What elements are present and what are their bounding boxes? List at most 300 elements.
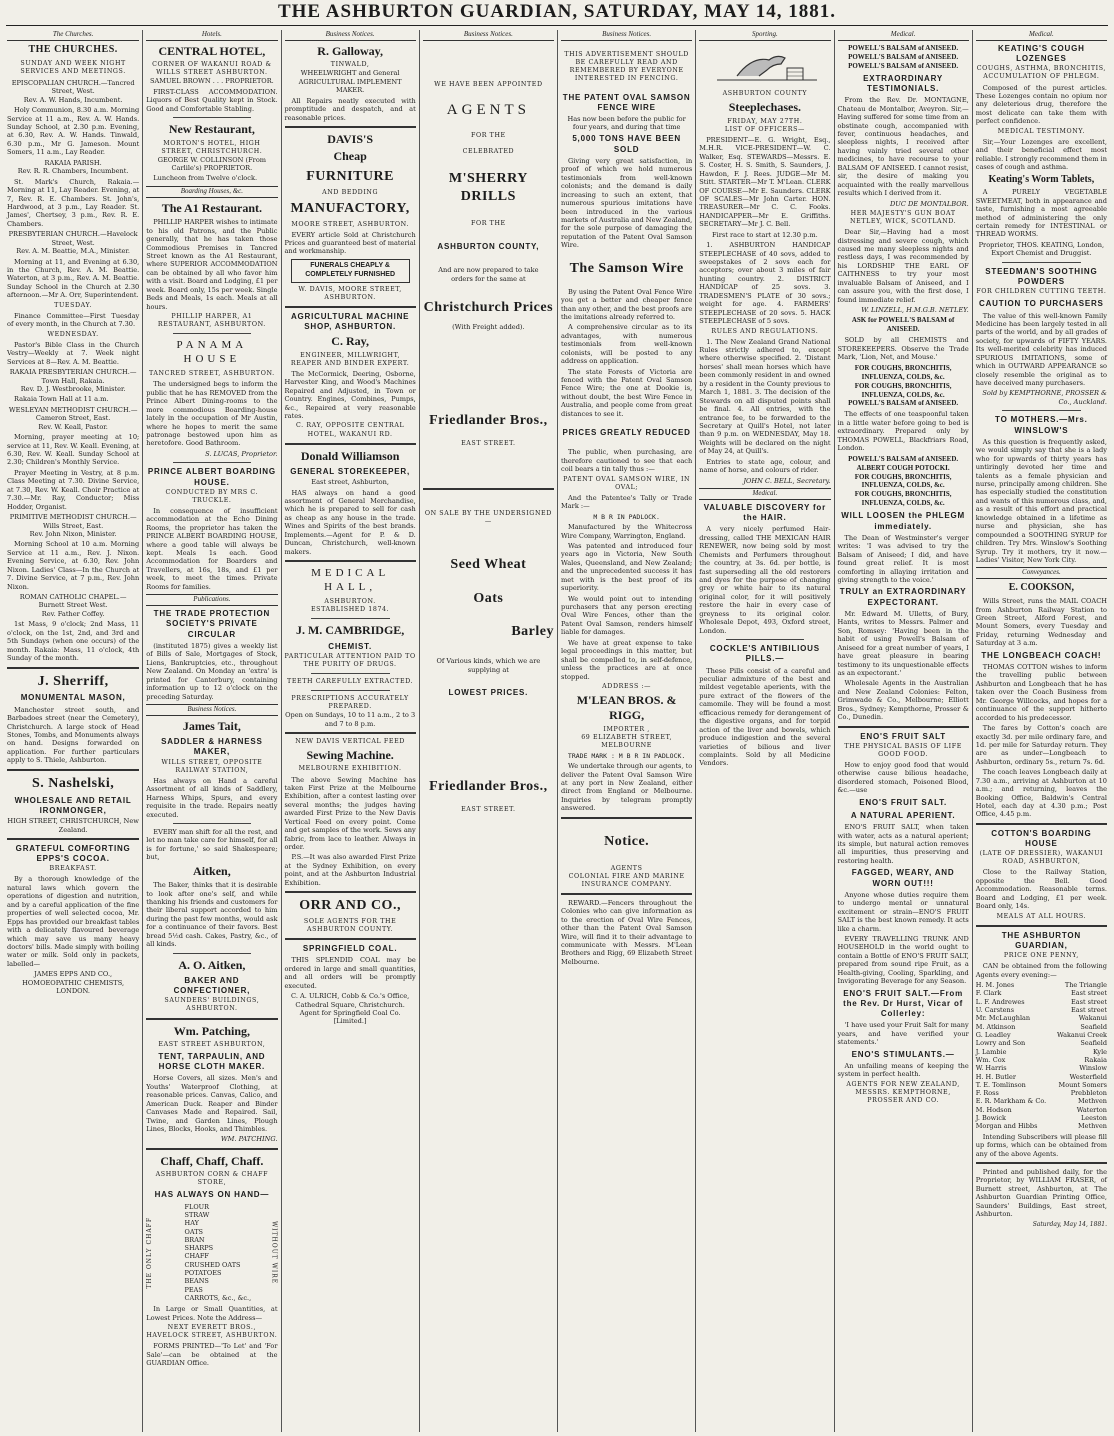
advert-text: In Large or Small Quantities, at Lowest Prices. Note the Address—: [146, 1305, 278, 1322]
advert-subheading: LIST OF OFFICERS—: [724, 125, 805, 133]
advert-text: By a thorough knowledge of the natural laws which govern the operations of digestion and nutrition, and by a careful application of the fine properties of well selected cocoa, Mr. Epps has provided our breakfast tables with a delicately flavoured beverage which may save us many heavy doctors' bills. Made simply with boiling water or milk. Sold only in packets, labelled—: [7, 875, 140, 968]
divider: [146, 1148, 277, 1150]
product-item: BEANS: [184, 1277, 209, 1286]
advert-text: The above Sewing Machine has taken First Prize at the Melbourne Exhibition, after a contest lasting over several months; the judges having awarded First Prize to the New Davis Vertical Feed on every point. Come and get samples of the work. Sews any fabric, from lace to leather. Always in order.: [284, 775, 416, 851]
divider: [423, 488, 554, 490]
advert-text: The value of this well-known Family Medicine has been largely tested in all parts of the world, and by all grades of society, for upwards of FIFTY YEARS. Its well-merited celebrity has induced SPURIOUS IMITATIONS, some of which in OUTWARD APPEARANCE so closely resemble the original as to have deceived many purchasers.: [975, 311, 1107, 388]
agent-row: [976, 1114, 1107, 1122]
product-item: CHAFF: [184, 1252, 209, 1261]
advert-subheading: THE PHYSICAL BASIS OF LIFE GOOD FOOD.: [844, 742, 962, 758]
advert-name: FOR COUGHS, BRONCHITIS, INFLUENZA, COLDS, &c.: [854, 381, 952, 399]
divider: [285, 938, 416, 940]
advert-text: PATENT OVAL SAMSON WIRE, IN OVAL;: [563, 475, 691, 491]
agent-location: Rakaia: [1084, 1055, 1107, 1064]
church-name: RAKAIA PARISH.: [44, 158, 102, 167]
advert-text: Anyone whose duties require them to undergo mental or unnatural excitement or strain—ENO'S FRUIT SALT is the best known remedy. It acts like a charm.: [837, 890, 969, 933]
column-churches: [4, 30, 142, 1432]
advert-name: TO MOTHERS.—Mrs. WINSLOW'S: [995, 415, 1088, 435]
advert-subheading: MELBOURNE EXHIBITION.: [298, 765, 402, 773]
agent-location: Methven: [1077, 1097, 1107, 1106]
agent-name: Wm. Cox: [975, 1055, 1006, 1064]
advert-text: EVERY TRAVELLING TRUNK AND HOUSEHOLD in the world ought to contain a Bottle of ENO'S FRUIT SALT, prepared from sound ripe Fruit, as a Health-giving, Cooling, Sparkling, and Invigorating Beverage for any Season.: [837, 934, 969, 986]
agent-name: H. M. Jones: [975, 981, 1015, 990]
subheading: SUNDAY AND WEEK NIGHT SERVICES AND MEETINGS.: [20, 59, 126, 75]
agent-name: J. Lambie: [975, 1047, 1007, 1056]
product-item: FLOUR: [184, 1202, 210, 1211]
advert-signature: WM. PATCHING.: [220, 1135, 278, 1144]
advert-name: C. Ray,: [331, 334, 369, 349]
advert-text: Mr. Edward M. Ulletts, of Bury, Hants, writes to Messrs. Palmer and Son, Romsey: 'Having been in the habit of using Powell's Balsam of Aniseed for a great number of years, I have great pleasure in bearing testimony to its unquestionable effects as an expectorant.': [837, 609, 969, 677]
divider: [285, 560, 416, 562]
advert-subheading: FOR CHILDREN CUTTING TEETH.: [976, 288, 1107, 296]
advert-address: ASHBURTON CORN & CHAFF STORE,: [155, 1171, 269, 1187]
column-header: Business Notices.: [423, 30, 554, 41]
agent-name: T. E. Tomlinson: [975, 1080, 1026, 1089]
column-header: The Churches.: [7, 30, 139, 41]
advert-name: THE LONGBEACH COACH!: [981, 650, 1102, 660]
imprint-text: Printed and published daily, for the Proprietor, by WILLIAM FRASER, of Burnett street, Ashburton, at The Ashburton Guardian Printing Office, Saunders' Buildings, East street, Ashburton.: [975, 1168, 1107, 1219]
masthead-rule: [6, 25, 1108, 26]
side-label: WITHOUT WIRE: [270, 1220, 278, 1285]
agent-location: Leeston: [1080, 1114, 1107, 1123]
advert-text: EVERY man shift for all the rest, and let no man take care for himself, for all is for fortune,' so said Shakespeare; but,: [146, 828, 278, 862]
agent-row: [976, 981, 1107, 989]
advert-name: PRINCE ALBERT BOARDING HOUSE.: [147, 467, 276, 487]
church-times: Holy Communion, 8.30 a.m. Morning Service at 11 a.m., Rev. A. W. Hands. Sunday School, at 2.30 p.m. Evening, at 6.30, Rev. A. W. Hands. Tinwald, 6.30 p.m., Mr G. Jameson. Mount Somers, 11 a.m., Lay Reader.: [7, 106, 140, 157]
advert-name: ALBERT COUGH POTOCKI.: [856, 463, 950, 472]
agent-location: Methven: [1077, 1122, 1107, 1131]
church-minister: Rev. Father Coffey.: [41, 609, 105, 618]
trade-mark: TRADE MARK : M B R IN PADLOCK.: [567, 751, 686, 760]
advert-text: A comprehensive circular as to its advantages, with numerous testimonials from well-known colonists, will be posted to any address on application.: [561, 323, 693, 366]
advert-text: How to enjoy good food that would otherwise cause bilious headache, disordered stomach, Poisoned Blood, &c.—use: [837, 760, 969, 795]
advert-name: FOR COUGHS, BRONCHITIS, INFLUENZA, COLDS, &c.: [854, 490, 952, 508]
page-columns: [4, 30, 1110, 1432]
advert-text: The effects of one teaspoonful taken in a little water before going to bed is extraordinary. Prepared only by THOMAS POWELL, Blackfriars Road, London.: [837, 410, 969, 453]
divider: [726, 639, 805, 640]
agent-name: H. H. Butler: [975, 1072, 1016, 1081]
day-heading: WEDNESDAY.: [47, 330, 99, 338]
advert-signature: C. RAY, OPPOSITE CENTRAL HOTEL, WAKANUI RD.: [295, 422, 405, 438]
advert-text: 'I have used your Fruit Salt for many years, and have verified your statements.': [837, 1021, 969, 1047]
funerals-box: FUNERALS CHEAPLY & COMPLETELY FURNISHED: [291, 259, 410, 283]
advert-address: ASHBURTON.: [324, 598, 376, 606]
advert-trade: AGRICULTURAL MACHINE SHOP, ASHBURTON.: [290, 311, 410, 332]
advert-text: As this question is frequently asked, we would simply say that she is a lady who for upwards of thirty years has untiringly devoted her time and talents as a female physician and nurse, principally among children. She has especially studied the constitution and wants of this numerous class, and, as a result of this effort and practical knowledge obtained in a lifetime as nurse and physician, she has compounded a SOOTHING SYRUP for children. Try Mrs. Winslow's Soothing Syrup. Try it mothers, try it now.—Ladies' Visitor, New York City.: [975, 437, 1107, 564]
advert-subheading: EXTRAORDINARY TESTIMONIALS.: [863, 73, 944, 94]
divider: [173, 117, 252, 118]
divider: [285, 443, 416, 445]
advert-name: POWELL'S BALSAM of ANISEED.: [848, 454, 959, 463]
advert-text: Sir,—Your Lozenges are excellent, and their beneficial effect most reliable. I strongly recommend them in cases of cough and asthma.: [975, 137, 1107, 172]
church-times: Finance Committee—First Tuesday of every month, in the Church at 7.30.: [7, 311, 140, 329]
agent-row: [976, 1064, 1107, 1072]
divider: [976, 823, 1107, 825]
advert-name: PANAMA HOUSE: [176, 339, 248, 366]
advert-subheading: MEDICAL TESTIMONY.: [997, 127, 1085, 135]
advert-text: AGENTS: [610, 864, 643, 872]
advert-text: A PURELY VEGETABLE SWEETMEAT, both in appearance and taste, furnishing a most agreeable method of administering the only certain remedy for INTESTINAL or THREAD WORMS.: [975, 188, 1107, 239]
advert-text: The state Forests of Victoria are fenced with the Patent Oval Samson Fence Wire; the one at Dookie is, without doubt, the best Wire Fence in Australia, and people come from great distances to see it.: [561, 367, 693, 418]
divider: [173, 823, 252, 824]
advert-address: TINWALD,: [330, 61, 370, 69]
advert-trade: BAKER AND CONFECTIONER,: [173, 975, 251, 996]
advert-text: And the Patentee's Tally or Trade Mark :—: [561, 493, 693, 511]
advert-address: 69 ELIZABETH STREET, MELBOURNE: [581, 733, 673, 749]
agent-row: [976, 1122, 1107, 1130]
masthead: THE ASHBURTON GUARDIAN, SATURDAY, MAY 14, 1881.: [277, 1, 836, 22]
advert-name: Chaff, Chaff, Chaff.: [160, 1153, 264, 1168]
advert-text: REWARD.—Fencers throughout the Colonies who can give information as to the erection of Oval Wire Fences, other than the Patent Oval Samson Wire, will find it to their advantage to communicate with Messrs. M'Lean Brothers and Rigg, 69 Elizabeth Street Melbourne.: [561, 898, 693, 966]
advert-name: New Restaurant,: [168, 122, 255, 137]
column-business-2: [419, 30, 557, 1432]
agent-name: G. Leadley: [975, 1030, 1011, 1039]
divider: [173, 953, 252, 954]
advert-text: CAN be obtained from the following Agents every evening:—: [975, 962, 1107, 979]
advert-name: POWELL'S BALSAM of ANISEED.: [848, 61, 959, 70]
advert-name: KEATING'S COUGH LOZENGES: [998, 43, 1085, 64]
advert-text: The fares by Cotton's coach are exactly 3d. per mile ordinary fare, and 1d. per mile for Saturday return. They are as under—Longbeach to Ashburton, ordinary 5s., return 7s. 6d.: [975, 724, 1107, 766]
church-times: Rakaia Town Hall at 11 a.m.: [14, 395, 109, 404]
advert-subheading: NEW DAVIS VERTICAL FEED: [295, 738, 405, 746]
advert-text: 5,000 TONS HAVE BEEN SOLD: [572, 134, 681, 154]
section-header: Business Notices.: [146, 704, 277, 716]
advert-name: ENO'S FRUIT SALT: [860, 731, 946, 741]
advert-name: A. O. Aitken,: [178, 957, 246, 972]
advert-subheading: CONDUCTED BY MRS C. TRUCKLE.: [165, 488, 259, 504]
advert-subheading: COUGHS, ASTHMA, BRONCHITIS, ACCUMULATION OF PHLEGM.: [976, 65, 1107, 81]
agent-location: Westerfield: [1069, 1072, 1107, 1081]
advert-text: A very nicely perfumed Hair-dressing, called THE MEXICAN HAIR RENEWER, now being sold by most Chemists and Perfumers throughout the country, at 3s. 6d. per bottle, is fast superseding all the old restorers and dyes for the purpose of changing grey or white hair to its natural original color, for it will positively restore the hair in every case of greyness to its original color. Wholesale Depot, 493, Oxford street, London.: [699, 525, 831, 635]
advert-text: An unfailing means of keeping the system in perfect health.: [837, 1061, 969, 1079]
advert-name: Seed Wheat: [450, 556, 527, 572]
advert-subheading: SOLE AGENTS FOR THE ASHBURTON COUNTY.: [303, 918, 397, 934]
advert-subheading: PRICE ONE PENNY,: [1003, 952, 1079, 960]
advert-text: First race to start at 12.30 p.m.: [712, 230, 818, 239]
advert-text: THOMAS COTTON wishes to inform the travelling public between Ashburton and Longbeach that he has taken over the Coach Business from Mr. George Willcocks, and hopes for a continuance of the support hitherto accorded to his predecessor.: [975, 663, 1107, 722]
section-header: Medical.: [699, 488, 830, 500]
advert-trade: SADDLER & HARNESS MAKER,: [161, 737, 263, 757]
advert-name: S. Nashelski,: [31, 775, 115, 791]
advert-subheading: ENO'S FRUIT SALT.—From the Rev. Dr Hurst, Vicar of Collerley:: [843, 988, 964, 1019]
agent-location: Seafield: [1080, 1022, 1107, 1031]
advert-name: VALUABLE DISCOVERY for the HAIR.: [703, 502, 827, 523]
agent-name: Morgan and Hibbs: [975, 1122, 1038, 1131]
advert-subheading: CAUTION TO PURCHASERS: [979, 299, 1104, 309]
section-title: THE CHURCHES.: [28, 43, 118, 55]
advert-name: FOR COUGHS, BRONCHITIS, INFLUENZA, COLDS, &c.: [854, 363, 952, 381]
column-hotels: [142, 30, 280, 1432]
church-name: PRESBYTERIAN CHURCH.—Havelock Street, West.: [8, 230, 138, 247]
advert-address: CORNER OF WAKANUI ROAD & WILLS STREET ASHBURTON.: [152, 61, 272, 77]
advert-name: Christchurch Prices: [423, 300, 554, 316]
advert-subheading: ENO'S STIMULANTS.—: [851, 1049, 955, 1059]
advert-signature: AGENTS FOR NEW ZEALAND, MESSRS. KEMPTHORNE, PROSSER AND CO.: [846, 1080, 960, 1104]
advert-text: Composed of the purest articles. These Lozenges contain no opium nor any deleterious drug, therefore the most delicate can take them with perfect confidence.: [975, 83, 1107, 126]
agent-row: [976, 1039, 1107, 1047]
advert-text: PARTICULAR ATTENTION PAID TO THE PURITY OF DRUGS.: [284, 652, 416, 668]
advert-subheading: ESTABLISHED 1874.: [310, 606, 390, 614]
advert-name: Keating's Worm Tablets,: [988, 173, 1095, 185]
advert-text: LOWEST PRICES.: [448, 688, 529, 698]
advert-text: FOR THE: [470, 132, 506, 140]
agent-name: Mr. McLaughlan: [975, 1014, 1031, 1023]
divider: [7, 667, 139, 669]
advert-name: Notice.: [604, 833, 650, 849]
advert-trade: ENGINEER, MILLWRIGHT, REAPER AND BINDER EXPERT.: [290, 351, 410, 367]
column-header: Medical.: [976, 30, 1107, 41]
agent-name: W. Harris: [975, 1064, 1007, 1073]
advert-text: Of Various kinds, which we are supplying at: [436, 657, 541, 674]
agent-location: Mount Somers: [1058, 1080, 1107, 1089]
product-item: STRAW: [184, 1210, 210, 1219]
agent-row: [976, 1031, 1107, 1039]
advert-text: The coach leaves Longbeach daily at 7.30 a.m., arriving at Ashburton at 10 a.m.; and returning, leaves the Booking Office, Baldwin's Central Hotel, each day at 4.30 p.m.; Post Office, 4.45 p.m.: [975, 768, 1107, 819]
advert-signature: NEXT EVERETT BROS., HAVELOCK STREET, ASHBURTON.: [146, 1324, 278, 1340]
agent-row: [976, 1014, 1107, 1022]
advert-name: ORR AND CO.,: [299, 898, 401, 914]
advert-name: Cheap: [333, 149, 367, 164]
divider: [561, 893, 692, 895]
day-heading: TUESDAY.: [54, 301, 93, 309]
advert-name: POWELL'S BALSAM of ANISEED.: [848, 43, 959, 52]
agent-name: M. Atkinson: [975, 1022, 1016, 1031]
agent-name: F. Ross: [975, 1089, 999, 1098]
agent-row: [976, 998, 1107, 1006]
advert-subheading: RULES AND REGULATIONS.: [711, 327, 819, 335]
advert-text: ON SALE BY THE UNDERSIGNED—: [424, 509, 552, 525]
agent-row: [976, 1089, 1107, 1097]
agent-location: Waterton: [1076, 1105, 1107, 1114]
advert-text: Manchester street south, and Barbadoes street (near the Cemetery), Christchurch. A large stock of Head Stones, Tombs, and Monuments always on hand. Designs forwarded on application. For further particulars apply to S. Thiele, Ashburton.: [7, 705, 140, 765]
church-times: 1st Mass, 9 o'clock; 2nd Mass, 11 o'clock, on the 1st, 2nd, and 3rd and 5th Sundays (when one occurs) of the month. Rakaia: Mass, 11 o'clock, 4th Sunday of the month.: [7, 620, 140, 663]
advert-text: The undersigned begs to inform the public that he has REMOVED from the Prince Albert Dining-rooms to the more commodious Boarding-house lately in the occupation of Mr Austin, where he hopes to merit the same patronage bestowed upon him as heretofore. Good Bathroom.: [146, 380, 278, 448]
advert-text: These Pills consist of a careful and peculiar admixture of the best and mildest vegetable aperients, with the pure extract of the flowers of the camomile. They will be found a most efficacious remedy for derangement of the digestive organs, and for torpid action of the liver and bowels, which produce indigestion and the several varieties of bilious and liver complaints. Sold by all Medicine Vendors.: [699, 666, 831, 768]
advert-text: TEETH CAREFULLY EXTRACTED.: [287, 678, 414, 686]
advert-signature: Sold by KEMPTHORNE, PROSSER & Co., Auckland.: [982, 389, 1107, 406]
church-minister: Rev. John Nixon, Minister.: [29, 529, 117, 538]
advert-signature: PHILLIP HARPER, A1 RESTAURANT, ASHBURTON.: [157, 313, 266, 329]
church-name: WESLEYAN METHODIST CHURCH.—Cameron Street, East.: [8, 405, 138, 423]
church-minister: Rev. D. J. Westbrooke, Minister.: [20, 384, 126, 393]
advert-subheading: FRIDAY, MAY 27TH.: [727, 117, 803, 125]
advert-text: Dear Sir,—Having had a most distressing and severe cough, which caused me many sleepless nights and restless days, I was recommended by his LORDSHIP THE EARL OF CAITHNESS to try your most invaluable Balsam of Aniseed, and I can assure you, with the first dose, I found immediate relief.: [837, 228, 969, 304]
advert-name: CENTRAL HOTEL,: [158, 43, 266, 58]
advert-text: CELEBRATED: [462, 148, 515, 156]
advert-name: Friedlander Bros.,: [429, 412, 548, 428]
advert-text: The Dean of Westminster's verger writes: 'I was advised to try the Balsam of Aniseed; I did, and have found great relief. It is most comforting in allaying irritation and giving strength to the voice.': [837, 533, 969, 584]
agent-location: Kyle: [1092, 1047, 1107, 1056]
church-times: St. Mark's Church, Rakaia.—Morning at 11, Lay Reader. Evening, at 7, Rev. R. E. Chambers. St. John's, Hardwood, at 3 p.m., Lay Reader. St. James', Chertsey, 3 p.m., Rev. R. E. Chambers.: [7, 177, 140, 228]
advert-name: Aitken,: [193, 863, 231, 878]
advert-text: EVERY article Sold at Christchurch Prices and guaranteed best of material and workmanship.: [284, 230, 416, 256]
advert-signature: JOHN C. BELL, Secretary.: [743, 476, 831, 485]
advert-text: 1. ASHBURTON HANDICAP STEEPLECHASE of 40 sovs, added to sweepstakes of 2 sovs each for acceptors; over about 3 miles of fair hunting country. 2. DISTRICT HANDICAP of 25 sovs. 3. TRADESMEN'S PLATE of 30 sovs.; weight for age. 4. FARMERS' STEEPLECHASE of 20 sovs. 5. HACK STEEPLECHASE of 5 sovs.: [699, 241, 831, 326]
advert-text: From the Rev. Dr. MONTAGNE, Chateau de Montalbor, Aveyron. Sir,—Having suffered for some time from an obstinate cough, accompanied with fever, continuous headaches, and sleepless nights, I received after having vainly tried several other medicines, to have recourse to your BALSAM OF ANISEED. I cannot resist, sir, the desire of making you acquainted with the really marvellous results which I derived from it.: [837, 96, 969, 198]
advert-trade: HAS ALWAYS ON HAND—: [154, 1190, 270, 1200]
advert-name: POWELL'S BALSAM of ANISEED.: [848, 399, 959, 408]
divider: [146, 1018, 277, 1020]
advert-name: Wm. Patching,: [173, 1023, 251, 1038]
advert-trade: GRATEFUL COMFORTING EPPS'S COCOA.: [15, 843, 131, 864]
advert-text: All Repairs neatly executed with promptitude and despatch, and at reasonable prices.: [284, 96, 416, 122]
advert-proprietor: SAMUEL BROWN . . . PROPRIETOR.: [149, 77, 274, 86]
product-item: POTATOES: [184, 1269, 222, 1278]
advert-name: M'SHERRY DRILLS: [448, 171, 528, 205]
advert-name: Sewing Machine.: [306, 748, 394, 763]
advert-text: ASHBURTON COUNTY,: [437, 242, 540, 252]
church-name: ROMAN CATHOLIC CHAPEL.—Burnett Street West.: [19, 593, 127, 610]
product-item: CRUSHED OATS: [184, 1260, 241, 1269]
product-item: SHARPS: [184, 1244, 214, 1253]
advert-signature: W. LINZELL, H.M.G.B. NETLEY.: [861, 306, 969, 314]
advert-trade: GENERAL STOREKEEPER,: [290, 466, 410, 476]
church-minister: Rev. R. R. Chambers, Incumbent.: [17, 167, 129, 176]
advert-text: PHILLIP HARPER wishes to intimate to his old Patrons, and the Public generally, that he has taken those Commodious Premises in Tancred Street known as the A1 Restaurant, where SUPERIOR ACCOMMODATION can be obtained by all who favor him with a visit. Board and Lodging, £1 per week. Board only, 15s per week. Single Beds and Meals, 1s each. Meals at all hours.: [146, 218, 278, 311]
divider: [1002, 410, 1081, 411]
advert-address: ASHBURTON COUNTY: [722, 90, 808, 98]
agent-row: [976, 1023, 1107, 1031]
advert-text: Giving very great satisfaction, in proof of which we hold numerous testimonials from well-known colonists; and the demand is daily increasing to such an extent, that numerous spurious imitations have been introduced in the various markets of Australia and New Zealand, for the sole purpose of damaging the reputation of the Patent Oval Samson Wire.: [561, 156, 693, 250]
church-name: EPISCOPALIAN CHURCH.—Tancred Street, West.: [11, 78, 135, 96]
agent-name: Lowry and Son: [975, 1039, 1026, 1048]
advert-text: PRESIDENT—E. G. Wright, Esq., M.H.R. VICE-PRESIDENT—W. C. Walker, Esq. STEWARDS—Messrs. E. S. Coster, H. S. Smith, S. Saunders, J. Hawdon, F. J. Rees. JUDGE—Mr M. Stitt. STARTER—Mr T. M'Lean. CLERK OF COURSE—Mr E. Saunders. CLERK OF SCALES—Mr John Carter. HON. TREASURER—Mr C. C. Fooks. HANDICAPPER—Mr E. Griffiths. SECRETARY—Mr J. C. Bell.: [699, 135, 831, 229]
advert-name: THE TRADE PROTECTION SOCIETY'S PRIVATE CIRCULAR: [153, 609, 271, 639]
column-business-1: [281, 30, 419, 1432]
agent-location: Seafield: [1080, 1039, 1107, 1048]
advert-trade: WHOLESALE AND RETAIL IRONMONGER,: [14, 795, 132, 815]
column-medical-2: [972, 30, 1110, 1432]
advert-text: The public, when purchasing, are therefore cautioned to see that each coil bears a tin tally thus :—: [561, 448, 693, 474]
advert-text: Manufactured by the Whitecross Wire Company, Warrington, England.: [561, 523, 693, 540]
advert-name: Friedlander Bros.,: [429, 779, 548, 795]
church-name: RAKAIA PRESBYTERIAN CHURCH.—Town Hall, Rakaia.: [9, 368, 137, 385]
column-header: Sporting.: [699, 30, 830, 41]
advert-name: FOR COUGHS, BRONCHITIS, INFLUENZA, COLDS, &c.: [854, 472, 952, 490]
product-item: BRAN: [184, 1235, 205, 1244]
advert-address: HER MAJESTY'S GUN BOAT NETLEY, WICK, SCOTLAND.: [849, 209, 957, 226]
advert-text: ADDRESS :—: [602, 682, 652, 690]
advert-name: THE ASHBURTON GUARDIAN,: [1001, 930, 1082, 950]
advert-name: AGENTS: [446, 102, 530, 118]
divider: [976, 1162, 1107, 1164]
advert-signature: Proprietor, THOS. KEATING, London, Export Chemist and Druggist.: [978, 240, 1105, 258]
advert-name: Donald Williamson: [300, 448, 400, 463]
advert-address: (LATE OF DRESSIER), WAKANUI ROAD, ASHBURTON,: [979, 850, 1104, 866]
advert-name: ASK for POWELL'S BALSAM of ANISEED.: [851, 316, 955, 334]
column-header: Business Notices.: [285, 30, 416, 41]
advert-text: WE HAVE BEEN APPOINTED: [434, 80, 543, 88]
advert-subheading: BREAKFAST.: [49, 865, 97, 873]
divider: [838, 726, 969, 728]
advert-text: Was patented and introduced four years ago in Victoria, New South Wales, Queensland, and New Zealand; and the unprecedented success it has met with is the best proof of its superiority.: [561, 541, 693, 593]
advert-name: THE PATENT OVAL SAMSON FENCE WIRE: [562, 93, 691, 113]
advert-address: SAUNDERS' BUILDINGS, ASHBURTON.: [164, 997, 260, 1013]
advert-name: ENO'S FRUIT SALT.: [859, 797, 948, 807]
advert-trade: CHEMIST.: [328, 641, 372, 651]
advert-text: SOLD by all CHEMISTS and STOREKEEPERS. Observe the Trade Mark, 'Lion, Net, and Mouse.': [837, 336, 969, 362]
church-times: Morning School at 10 a.m. Morning Service at 11 a.m., Rev. J. Nixon. Evening Service, at 6.30, Rev. John Nixon. Ladies' Class—In the Church at 7. Divine Service, at 7 p.m., Rev. John Nixon.: [7, 540, 140, 591]
advert-text: ENO'S FRUIT SALT, when taken with water, acts as a natural aperient; its simple, but natural action removes all impurities, thus preserving and restoring health.: [837, 823, 969, 865]
advert-name: M'LEAN BROS. & RIGG,: [576, 692, 677, 723]
advert-subheading: FAGGED, WEARY, AND WORN OUT!!!: [851, 868, 955, 888]
advert-address: EAST STREET ASHBURTON,: [158, 1040, 266, 1048]
agent-row: [976, 1106, 1107, 1114]
advert-name: FURNITURE: [306, 168, 394, 184]
agent-location: Winslow: [1079, 1064, 1107, 1073]
agent-row: [976, 1006, 1107, 1014]
advert-trade: WHEELWRIGHT and General AGRICULTURAL IMPLEMENT MAKER.: [298, 69, 402, 95]
advert-address: EAST STREET.: [461, 806, 516, 814]
church-minister: Rev. W. Keall, Pastor.: [38, 422, 108, 431]
advert-text: (With Freight added).: [452, 323, 525, 332]
agent-row: [976, 1056, 1107, 1064]
advert-name: James Tait,: [182, 718, 241, 733]
advert-text: FIRST-CLASS ACCOMMODATION. Liquors of Best Quality kept in Stock. Good and Comfortable Stabling.: [146, 87, 278, 113]
imprint-date: Saturday, May 14, 1881.: [1032, 1220, 1107, 1228]
agent-location: Wakanui Creek: [1056, 1030, 1107, 1039]
divider: [311, 618, 390, 619]
chaff-list-block: [146, 1202, 277, 1304]
agent-name: F. Clark: [975, 989, 1002, 998]
advert-address: HIGH STREET, CHRISTCHURCH, New Zealand.: [7, 817, 139, 834]
agent-row: [976, 1048, 1107, 1056]
advert-signature: JAMES EPPS AND CO., HOMOEOPATHIC CHEMISTS, LONDON.: [22, 970, 125, 996]
church-minister: Rev. A. M. Beattie, M.A., Minister.: [16, 247, 130, 256]
agent-row: [976, 1097, 1107, 1105]
side-label: THE ONLY CHAFF: [146, 1216, 154, 1289]
advert-subheading: A NATURAL APERIENT.: [850, 810, 956, 820]
agent-name: U. Carstens: [975, 1006, 1015, 1014]
advert-text: We have at great expense to take legal proceedings in this matter, but shall be compelled to, in self-defence, unless the practices are at once stopped.: [561, 638, 693, 681]
divider: [311, 673, 390, 674]
agent-location: Wakanui: [1078, 1014, 1107, 1023]
advert-subheading: MEALS AT ALL HOURS.: [996, 912, 1087, 920]
trade-mark: M B R IN PADLOCK.: [593, 512, 660, 521]
advert-name: COTTON'S BOARDING HOUSE: [991, 828, 1092, 849]
church-name: PRIMITIVE METHODIST CHURCH.—Wills Street, East.: [9, 513, 137, 530]
church-times: Prayer Meeting in Vestry, at 8 p.m. Class Meeting at 7.30. Divine Service, at 7.30, Rev. W. Keall. Choir Practice at 7.30.—Mr. Ray, Conductor; Miss Hodder, Organist.: [7, 468, 140, 511]
advert-text: HAS always on hand a good assortment of General Merchandise, which he is prepared to sell for cash as cheap as any house in the trade. Wines and Spirits of the best brands. Implements.—Agent for P. & D. Duncan, Christchurch, well-known makers.: [284, 488, 416, 556]
advert-text: P.S.—It was also awarded First Prize at the Sydney Exhibition, on every point, and at the Ashburton Industrial Exhibition.: [284, 853, 416, 887]
advert-address: TANCRED STREET, ASHBURTON.: [148, 370, 275, 378]
advert-name: The A1 Restaurant.: [161, 200, 263, 215]
agent-location: The Triangle: [1064, 981, 1107, 990]
agent-name: J. Bowick: [975, 1114, 1006, 1123]
advert-address: East street, Ashburton,: [311, 478, 389, 487]
advert-subheading: TRULY an EXTRAORDINARY EXPECTORANT.: [839, 587, 967, 607]
advert-name: Barley: [511, 624, 554, 640]
advert-name: DAVIS'S: [327, 131, 374, 146]
advert-proprietor: GEORGE W. COLLINSON (From Carlile's) PROPRIETOR.: [157, 155, 267, 173]
advert-text: 1. The New Zealand Grand National Rules strictly adhered to, except where otherwise specified. 2. 'Distant horses' shall mean horses which have been commonly resident in and owned by a resident in the County previous to March 1, 1881. 3. The decision of the Stewards on all disputed points shall be final. 4. All entries, with the entrance fee, to be forwarded to the Secretary at Quill's Hotel, not later than 9 p.m. on WEDNESDAY, May 18. Weights will be declared on the night of May 24, at Quill's.: [699, 337, 831, 456]
divider: [1002, 262, 1081, 263]
horse-jump-illustration: [707, 46, 827, 86]
advert-name: Steeplechases.: [728, 100, 802, 115]
advert-address: EAST STREET.: [461, 439, 516, 447]
product-item: OATS: [184, 1227, 203, 1236]
product-item: CARROTS, &c., &c.,: [184, 1294, 252, 1303]
advert-text: Intending Subscribers will please fill up forms, which can be obtained from any of the above Agents.: [975, 1132, 1107, 1158]
advert-name: E. COOKSON,: [1008, 582, 1075, 594]
agent-row: [976, 1081, 1107, 1089]
advert-text: Close to the Railway Station, opposite the Bell. Good Accommodation. Reasonable terms. Board and Lodging, £1 per week. Board only, 14s.: [975, 868, 1107, 911]
advert-text: By using the Patent Oval Fence Wire you get a better and cheaper fence than any other, and the best proofs are the imitations already referred to.: [561, 287, 693, 321]
advert-text: Entries to state age, colour, and name of horse, and colours of rider.: [699, 457, 831, 475]
advert-text: The McCormick, Deering, Osborne, Harvester King, and Wood's Machines Repaired and Adjusted, in Town or Country. Engines, Combines, Pumps, &c., Repaired at very reasonable rates.: [284, 369, 416, 421]
advert-address: MORTON'S HOTEL, HIGH STREET, CHRISTCHURCH.: [161, 139, 263, 155]
advert-text: And are now prepared to take orders for the same at: [438, 266, 539, 283]
